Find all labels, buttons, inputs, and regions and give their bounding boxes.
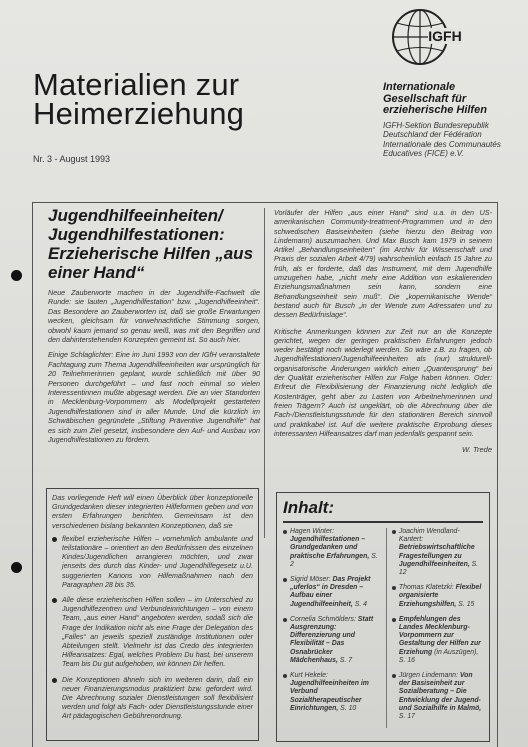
toc-item[interactable]: Kurt Hekele: Jugendhilfeeinheiten im Verbund Sozialtherapeutischer Einrichtungen, S. 10 — [283, 672, 380, 713]
overview-box — [46, 488, 259, 741]
toc-item[interactable]: Cornelia Schmölders: Statt Ausgrenzung: Differenzierung und Flexibilität – Das Osnabrücker Mädchenhaus, S. 7 — [283, 616, 380, 665]
toc-item[interactable]: Hagen Winter: Jugendhilfestationen – Grundgedanken und praktische Erfahrungen, S. 2 — [283, 528, 380, 569]
bullet-icon — [283, 578, 287, 582]
article-paragraph: Vorläufer der Hilfen „aus einer Hand“ sind u.a. in den US-amerikanischen Community-treatment-Programmen und in den schwedischen Basiseinheiten (siehe hierzu den Beitrag von Lindemann) auszumachen. Und Max Busch kam 1979 in seinem Artikel „Behandlungseinheiten“ (im Archiv für Wissenschaft und Praxis der sozialen Arbeit 4/79) wahrscheinlich einfach 15 Jahre zu früh, als er forderte, daß das Instrument, mit dem Jugendhilfe umzugehen habe, „nicht mehr eine Addition von eskalierenden Erziehungsmaßnahmen sein kann, sondern eine Behandlungseinheit sein muß“. Die „kopernikanische Wende“ bestand auch für Busch „in der Wende zum Adressaten und zu dessen Bedürfnislage“. — [274, 208, 492, 320]
list-item: Alle diese erzieherischen Hilfen sollen – im Unterschied zu Jugendhilfezentren und Verbundeinrichtungen – von einem Team, „aus einer Hand“ angeboten werden, sodaß sich die Frage der Indikation nicht als eine Frage der Delegation des „Falles“ an jeweils speziell zuständige Institutionen oder Abteilungen stellt. Vielmehr ist das Credo des integrierten Hilfeansatzes: Egal, welches Problem Du hast, bei unserem Team bis Du gut aufgehoben, wir können Dir helfen. — [52, 596, 253, 670]
list-item: Die Konzeptionen ähneln sich im weiteren darin, daß ein neuer Finanzierungsmodus praktiziert bzw. gefordert wird. Die Abrechnung sozialer Dienstleistungen soll flexibilisiert werden und folgt als Fach- oder Dienstleistungsstunde einer Art pädagogischen Gebührenordnung. — [52, 676, 253, 722]
article-left-column — [48, 206, 260, 445]
overview-intro: Das vorliegende Heft will einen Überblick über konzeptionelle Grundgedanken dieser integrierten Hilfeformen geben und von ersten Erfahrungen berichten. Gemeinsam ist den verschiedenen bislang bekannten Konzeptionen, daß sie — [52, 493, 253, 530]
bullet-icon — [392, 530, 396, 534]
article-headline: Jugendhilfeeinheiten/ Jugendhilfestationen: Erzieherische Hilfen „aus einer Hand“ — [48, 206, 254, 282]
bullet-icon — [52, 598, 57, 603]
bullet-icon — [392, 674, 396, 678]
bullet-icon — [52, 537, 57, 542]
toc-item[interactable]: Jürgen Lindemann: Von der Basiseinheit zur Sozialberatung – Die Entwicklung der Jugend- und Sozialhilfe in Malmö, S. 17 — [392, 672, 483, 721]
toc-left-column — [283, 528, 380, 728]
toc-item[interactable]: Joachim Wendland-Kantert: Betriebswirtschaftliche Fragestellungen zu Jugendhilfeeinheiten, S. 12 — [392, 528, 483, 577]
column-divider — [264, 208, 265, 538]
toc-item[interactable]: Sigrid Möser: Das Projekt „uferlos“ in Dresden – Aufbau einer Jugendhilfeeinheit, S. 4 — [283, 576, 380, 609]
org-details: IGFH-Sektion Bundesrepublik Deutschland der Fédération Internationale des Communautés Educatives (FICE) e.V. — [383, 120, 501, 158]
bullet-icon — [392, 618, 396, 622]
org-block — [383, 82, 523, 159]
igfh-globe-logo — [384, 8, 464, 66]
bullet-icon — [283, 674, 287, 678]
table-of-contents — [276, 492, 490, 742]
article-right-column — [274, 208, 492, 454]
bullet-icon — [392, 586, 396, 590]
article-author: W. Trede — [461, 445, 492, 455]
list-item: flexibel erzieherische Hilfen – vornehmlich ambulante und teilstationäre – orientiert an den Bedürfnissen des einzelnen Kindes/Jugendlichen arrangieren möchten, und zwar jenseits des durch das Kinder- und Jugendhilfegesetz u.U. suggerierten Kanons von Hilfemaßnahmen nach den Paragraphen 28 bis 35. — [52, 535, 253, 590]
punch-hole-marker — [11, 270, 22, 281]
punch-hole-marker — [11, 562, 22, 573]
issue-number: Nr. 3 - August 1993 — [33, 154, 111, 164]
bullet-icon — [283, 530, 287, 534]
toc-item[interactable]: Empfehlungen des Landes Mecklenburg-Vorpommern zur Gestaltung der Hilfen zur Erziehung (in Auszügen), S. 16 — [392, 616, 483, 665]
toc-title: Inhalt: — [283, 498, 483, 523]
article-paragraph: Einige Schlaglichter: Eine im Juni 1993 von der IGfH veranstaltete Fachtagung zum Thema Jugendhilfeeinheiten war ursprünglich für 20 Teilnehmerinnen geplant, wurde schließlich mit über 90 Personen durchgeführt – und fast noch einmal so vielen Interessentinnen mußte abgesagt werden. Die an vier Standorten in Mecklenburg-Vorpommern als Modellprojekt gestarteten Jugendhilfestationen sind in aller Munde. Und die kürzlich im Schwäbischen gegründete „Stiftung Präventive Jugendhilfe“ hat es sich zum Ziel gesetzt, insbesondere den Auf- und Ausbau von Jugendhilfestationen zu fördern. — [48, 350, 260, 445]
article-paragraph: Kritische Anmerkungen können zur Zeit nur an die Konzepte gerichtet, wegen der geringen praktischen Erfahrungen jedoch weder bestätigt noch widerlegt werden. So wäre z.B. zu fragen, ob Jugendhilfestationen/Jugendhilfeeinheiten als (nur) strukturell-organisatorische Änderungen wirklich einen „Quantensprung“ bei der Qualität erzieherischer Hilfen zur Folge haben können. Oder: Erfreut die Flexibilisierung der Finanzierung nicht lediglich die Kostenträger, geht aber zu Lasten von Arbeitnehmerinnen und freien Trägern? Auch ist ungeklärt, ob die Abrechnung über die Fach-/Dienstleistungsstunde für den stationären Bereich sinnvoll und praktikabel ist. Auf die weitere praktische Erprobung dieses interessanten Hilfeansatzes darf man jedenfalls gespannt sein. — [274, 326, 492, 438]
article-paragraph: Neue Zauberworte machen in der Jugendhilfe-Fachwelt die Runde: sie lauten „Jugendhilfestation“ bzw. „Jugendhilfeeinheit“. Das Besondere an Zauberworten ist, daß sie große Erwartungen wecken, gleichsam für vorwehnachtliche Stimmung sorgen, obwohl kaum jemand so genau weiß, was mit den Begriffen und den dahinterstehenden Konzepten gemeint ist. So auch hier. — [48, 288, 260, 345]
toc-item[interactable]: Thomas Klatetzki: Flexibel organisierte Erziehungshilfen, S. 15 — [392, 584, 483, 609]
logo-text: IGFH — [428, 28, 462, 44]
org-name: Internationale Gesellschaft für erzieherische Hilfen — [383, 81, 487, 116]
overview-bullet-list — [52, 535, 253, 722]
bullet-icon — [52, 678, 57, 683]
page-title: Materialien zur Heimerziehung — [33, 67, 245, 131]
bullet-icon — [283, 618, 287, 622]
toc-right-column — [386, 528, 483, 728]
